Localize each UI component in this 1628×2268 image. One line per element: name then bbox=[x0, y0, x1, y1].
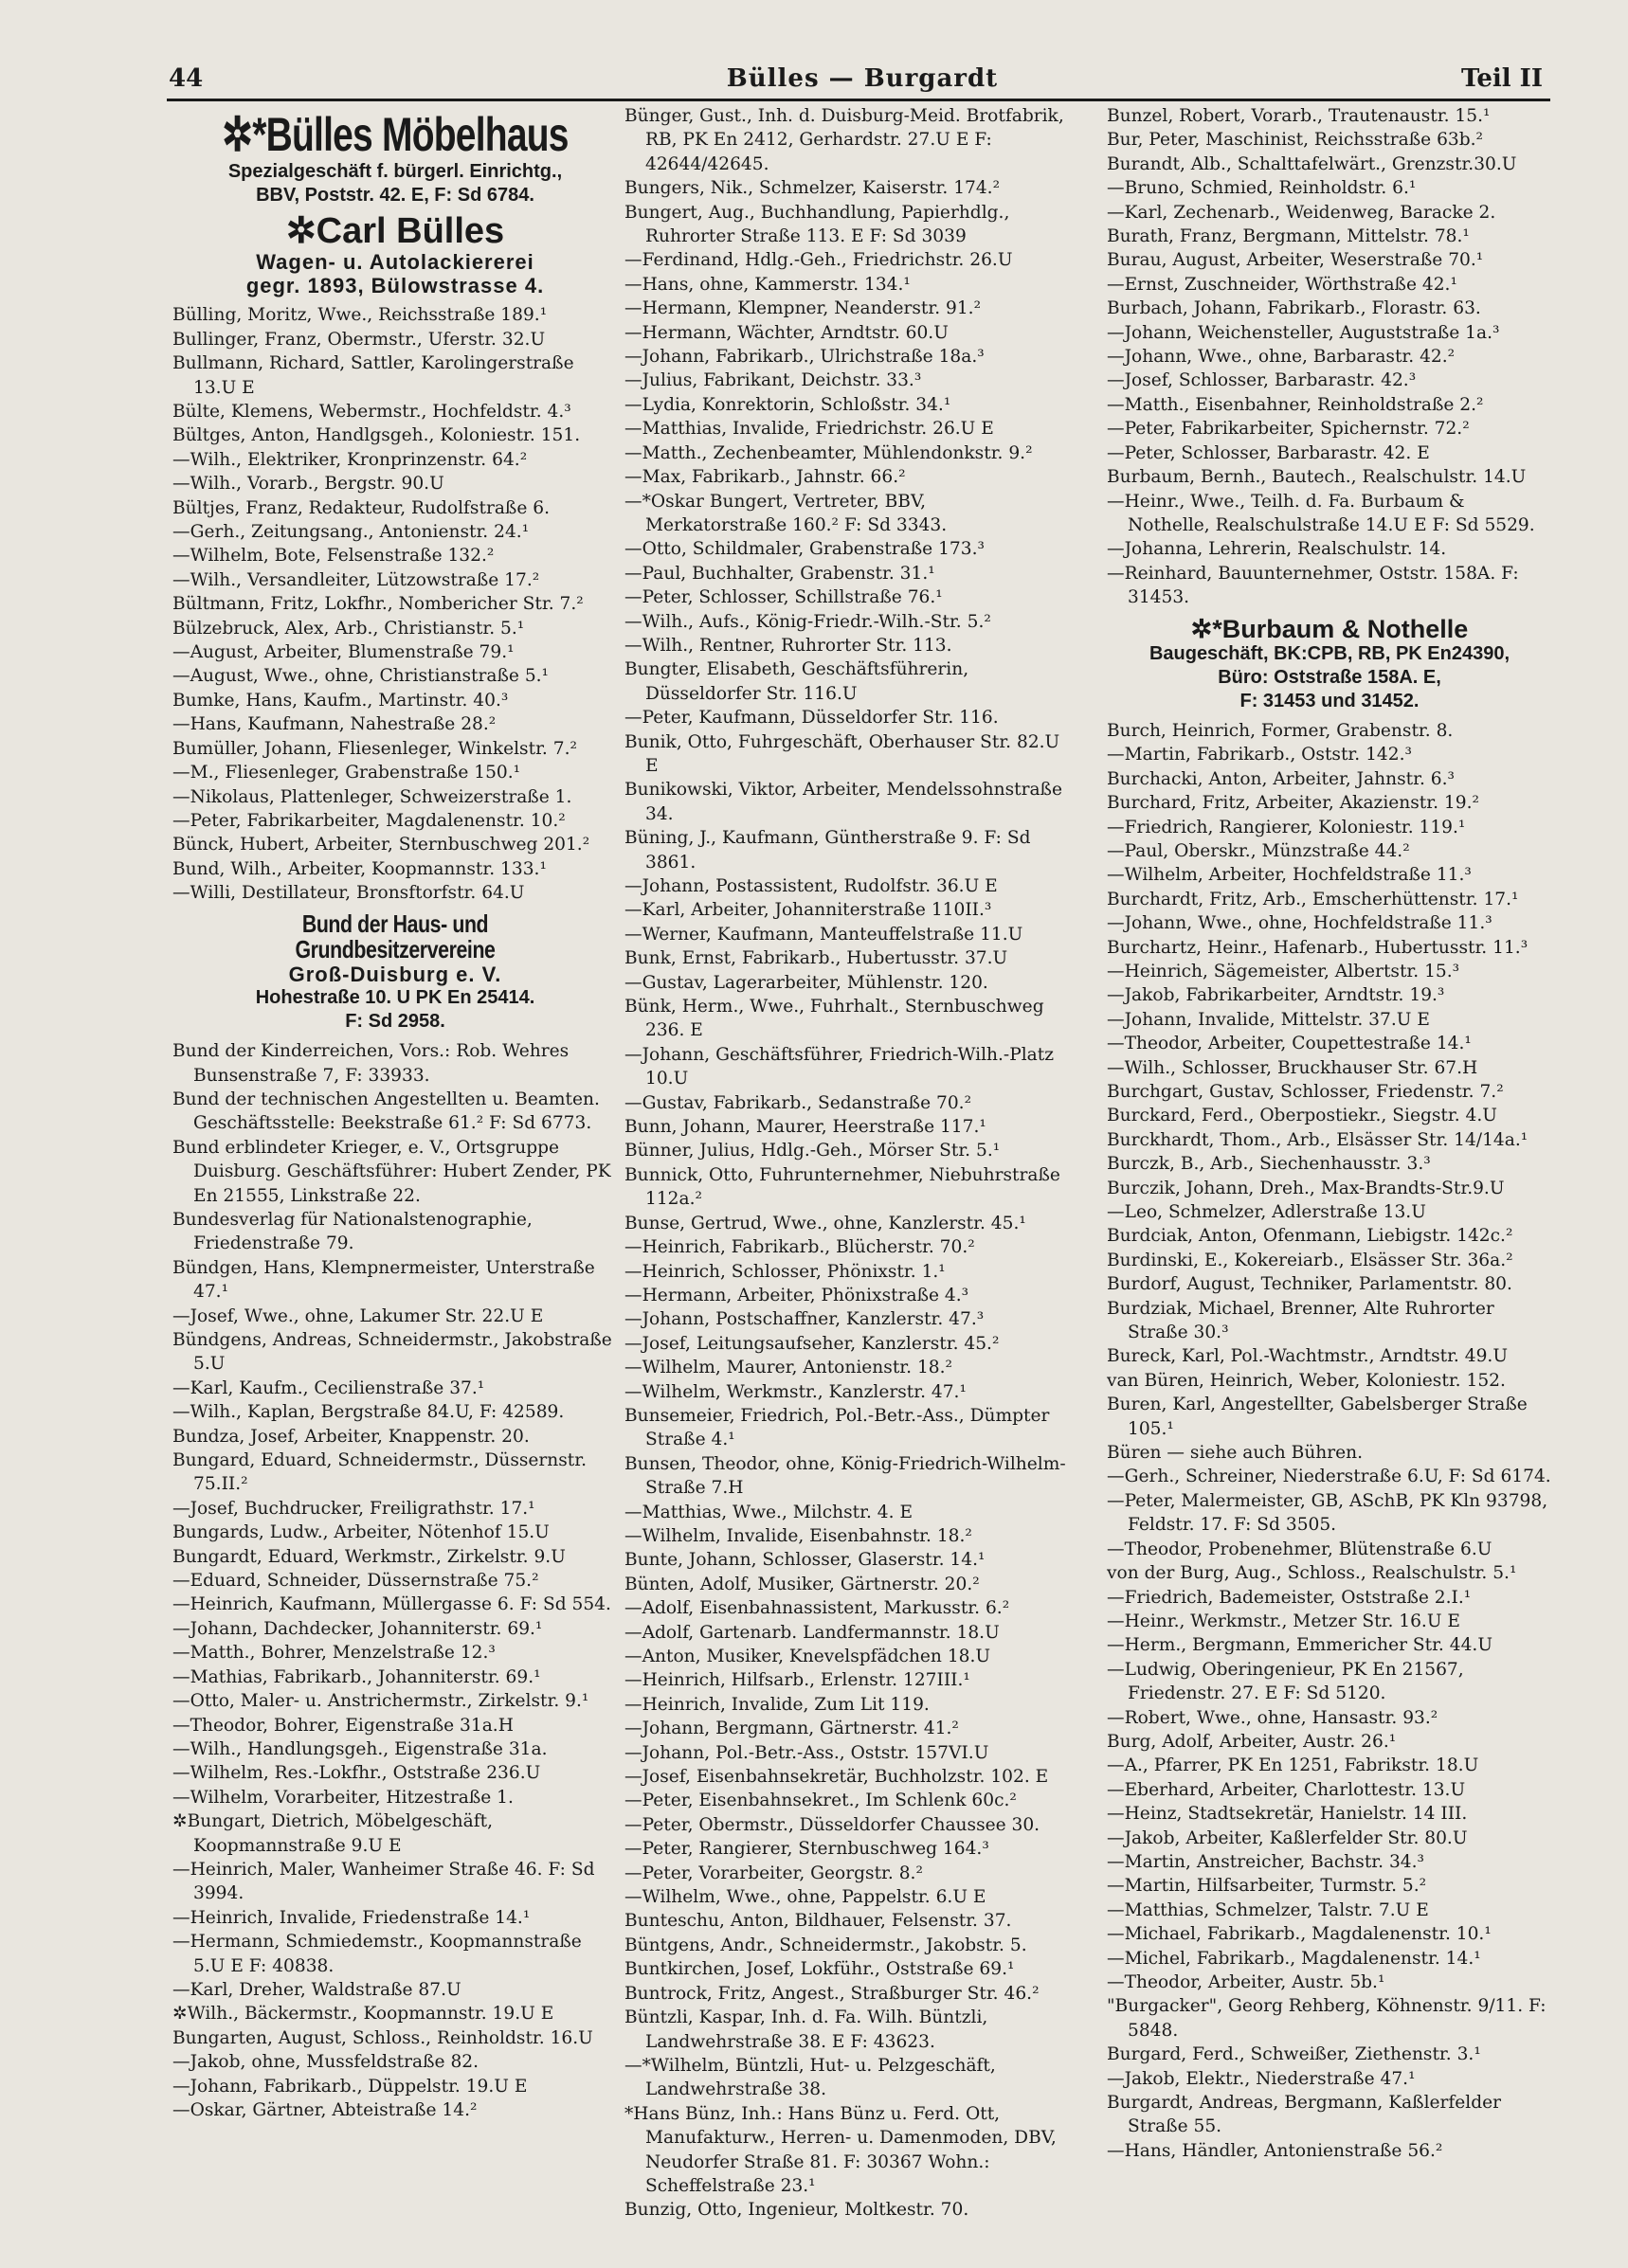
directory-entry: —Eduard, Schneider, Düssernstraße 75.² bbox=[172, 1571, 539, 1592]
directory-entry: Bünk, Herm., Wwe., Fuhrhalt., Sternbuschweg 236. E bbox=[624, 997, 1044, 1041]
directory-entry: ✲Bungart, Dietrich, Möbelgeschäft, Koopmannstraße 9.U E bbox=[172, 1811, 494, 1856]
directory-entry: —Ernst, Zuschneider, Wörthstraße 42.¹ bbox=[1107, 274, 1457, 295]
directory-entry: —Heinrich, Schlosser, Phönixstr. 1.¹ bbox=[624, 1261, 946, 1282]
directory-entry: Burchacki, Anton, Arbeiter, Jahnstr. 6.³ bbox=[1107, 768, 1455, 789]
directory-entry: Bündgen, Hans, Klempnermeister, Unterstraße 47.¹ bbox=[172, 1257, 595, 1303]
directory-entry: —Johann, Fabrikarb., Ulrichstraße 18a.³ bbox=[624, 347, 985, 368]
directory-entry: —Wilh., Elektriker, Kronprinzenstr. 64.² bbox=[172, 449, 528, 470]
ad-line: Hohestraße 10. U PK En 25414. bbox=[255, 987, 535, 1009]
directory-entry: Bunn, Johann, Maurer, Heerstraße 117.¹ bbox=[624, 1117, 986, 1138]
directory-entry: Burau, August, Arbeiter, Weserstraße 70.¹ bbox=[1107, 250, 1484, 271]
directory-entry: —Johann, Wwe., ohne, Hochfeldstraße 11.³ bbox=[1107, 913, 1492, 934]
directory-entry: —Wilhelm, Vorarbeiter, Hitzestraße 1. bbox=[172, 1787, 514, 1808]
directory-entry: —Otto, Maler- u. Anstrichermstr., Zirkelstr. 9.¹ bbox=[172, 1691, 589, 1712]
directory-entry: —Julius, Fabrikant, Deichstr. 33.³ bbox=[624, 370, 922, 391]
directory-entry: —Peter, Eisenbahnsekret., Im Schlenk 60c.² bbox=[624, 1791, 1017, 1811]
directory-entry: —Paul, Buchhalter, Grabenstr. 31.¹ bbox=[624, 563, 935, 584]
column-1 bbox=[172, 104, 618, 2122]
directory-entry: Bülte, Klemens, Webermstr., Hochfeldstr. 4.³ bbox=[172, 402, 571, 423]
directory-entry: —Lydia, Konrektorin, Schloßstr. 34.¹ bbox=[624, 394, 951, 415]
directory-entry: —Hermann, Klempner, Neanderstr. 91.² bbox=[624, 298, 982, 319]
directory-entry: —Johann, Weichensteller, Auguststraße 1a.³ bbox=[1107, 322, 1500, 343]
directory-entry: Burdinski, E., Kokereiarb., Elsässer Str. 36a.² bbox=[1107, 1250, 1513, 1270]
directory-entry: Bungard, Eduard, Schneidermstr., Düssernstr. 75.II.² bbox=[172, 1450, 588, 1495]
directory-entry: Bültjes, Franz, Redakteur, Rudolfstraße 6. bbox=[172, 497, 550, 518]
directory-entry: Bund der Kinderreichen, Vors.: Rob. Wehres Bunsenstraße 7, F: 33933. bbox=[172, 1041, 570, 1086]
directory-entry: Bullinger, Franz, Obermstr., Uferstr. 32.U bbox=[172, 329, 546, 350]
directory-entry: —Johann, Pol.-Betr.-Ass., Oststr. 157VI.U bbox=[624, 1742, 989, 1763]
directory-entry: —Eberhard, Arbeiter, Charlottestr. 13.U bbox=[1107, 1779, 1466, 1800]
directory-entry: —Johann, Postschaffner, Kanzlerstr. 47.³ bbox=[624, 1309, 985, 1330]
directory-entry: Bünger, Gust., Inh. d. Duisburg-Meid. Brotfabrik, RB, PK En 2412, Gerhardstr. 27.U E F: 42644/42645. bbox=[624, 106, 1064, 174]
ad-title: Bund der Haus- und Grundbesitzervereine bbox=[295, 909, 496, 963]
page-header bbox=[0, 61, 1628, 99]
ad-line: F: 31453 und 31452. bbox=[1239, 690, 1420, 711]
directory-entry: —Nikolaus, Plattenleger, Schweizerstraße 1. bbox=[172, 786, 572, 807]
directory-entry: —Johann, Fabrikarb., Düppelstr. 19.U E bbox=[172, 2076, 528, 2097]
directory-entry: —Karl, Zechenarb., Weidenweg, Baracke 2. bbox=[1107, 202, 1496, 223]
directory-entry: Büren — siehe auch Bühren. bbox=[1107, 1443, 1364, 1464]
page-number: 44 bbox=[169, 64, 204, 93]
ad-line: Groß-Duisburg e. V. bbox=[288, 963, 502, 987]
directory-entry: van Büren, Heinrich, Weber, Koloniestr. 152. bbox=[1107, 1370, 1506, 1391]
ad-title: ✲*Burbaum & Nothelle bbox=[1190, 614, 1469, 643]
directory-entry: —Matth., Bohrer, Menzelstraße 12.³ bbox=[172, 1643, 496, 1664]
directory-entry: Buntkirchen, Josef, Lokführ., Oststraße 69.¹ bbox=[624, 1959, 1015, 1980]
directory-entry: Burg, Adolf, Arbeiter, Austr. 26.¹ bbox=[1107, 1731, 1397, 1752]
directory-entry: —August, Arbeiter, Blumenstraße 79.¹ bbox=[172, 642, 515, 663]
ad-line: Baugeschäft, BK:CPB, RB, PK En24390, bbox=[1149, 642, 1510, 664]
directory-entry: Bungarten, August, Schloss., Reinholdstr. 16.U bbox=[172, 2027, 593, 2048]
directory-entry: Bünck, Hubert, Arbeiter, Sternbuschweg 201.² bbox=[172, 835, 590, 855]
directory-entry: Burchardt, Fritz, Arb., Emscherhüttenstr. 17.¹ bbox=[1107, 889, 1519, 909]
directory-entry: —Theodor, Arbeiter, Coupettestraße 14.¹ bbox=[1107, 1034, 1472, 1054]
directory-entry: Bunzel, Robert, Vorarb., Trautenaustr. 15.¹ bbox=[1107, 106, 1491, 126]
directory-entry: Burbaum, Bernh., Bautech., Realschulstr. 14.U bbox=[1107, 467, 1527, 488]
directory-entry: Büntzli, Kaspar, Inh. d. Fa. Wilh. Büntzli, Landwehrstraße 38. E F: 43623. bbox=[624, 2007, 988, 2052]
directory-entry: Bunsemeier, Friedrich, Pol.-Betr.-Ass., Dümpter Straße 4.¹ bbox=[624, 1405, 1050, 1450]
directory-entry: —Peter, Fabrikarbeiter, Spichernstr. 72.² bbox=[1107, 419, 1470, 440]
directory-entry: Burckard, Ferd., Oberpostiekr., Siegstr. 4.U bbox=[1107, 1106, 1497, 1126]
directory-entry: Bunsen, Theodor, ohne, König-Friedrich-Wilhelm-Straße 7.H bbox=[624, 1453, 1066, 1499]
directory-entry: —Johann, Invalide, Mittelstr. 37.U E bbox=[1107, 1009, 1430, 1030]
directory-entry: Bumüller, Johann, Fliesenleger, Winkelstr. 7.² bbox=[172, 738, 577, 759]
directory-entry: *Hans Bünz, Inh.: Hans Bünz u. Ferd. Ott, Manufakturw., Herren- u. Damenmoden, DBV, Neudorfer Straße 81. F: 30367 Wohn.: Scheffelstraße 23.¹ bbox=[624, 2103, 1057, 2196]
directory-entry: —Josef, Wwe., ohne, Lakumer Str. 22.U E bbox=[172, 1305, 544, 1326]
directory-entry: —Jakob, Elektr., Niederstraße 47.¹ bbox=[1107, 2068, 1416, 2089]
directory-entry: Büning, J., Kaufmann, Güntherstraße 9. F: Sd 3861. bbox=[624, 828, 1031, 873]
ad-line: gegr. 1893, Bülowstrasse 4. bbox=[245, 274, 545, 298]
directory-entry: Bundesverlag für Nationalstenographie, Friedenstraße 79. bbox=[172, 1209, 533, 1254]
directory-entry: —Karl, Arbeiter, Johanniterstraße 110II.³ bbox=[624, 900, 992, 921]
directory-entry: Burgard, Ferd., Schweißer, Ziethenstr. 3.¹ bbox=[1107, 2044, 1481, 2065]
directory-entry: —Herm., Bergmann, Emmericher Str. 44.U bbox=[1107, 1635, 1492, 1656]
directory-entry: —Bruno, Schmied, Reinholdstr. 6.¹ bbox=[1107, 178, 1417, 199]
directory-entry: —Friedrich, Bademeister, Oststraße 2.I.¹ bbox=[1107, 1587, 1472, 1608]
directory-entry: Bunteschu, Anton, Bildhauer, Felsenstr. 37. bbox=[624, 1911, 1012, 1932]
part-label: Teil II bbox=[1460, 64, 1543, 93]
directory-entry: —Theodor, Arbeiter, Austr. 5b.¹ bbox=[1107, 1972, 1385, 1992]
directory-entry: Bunnick, Otto, Fuhrunternehmer, Niebuhrstraße 112a.² bbox=[624, 1164, 1060, 1210]
directory-entry: —Werner, Kaufmann, Manteuffelstraße 11.U bbox=[624, 924, 1023, 945]
ad-title: ✲*Bülles Möbelhaus bbox=[222, 108, 569, 161]
directory-entry: —Peter, Schlosser, Schillstraße 76.¹ bbox=[624, 587, 943, 608]
directory-entry: —Heinrich, Hilfsarb., Erlenstr. 127III.¹ bbox=[624, 1670, 970, 1691]
directory-entry: —M., Fliesenleger, Grabenstraße 150.¹ bbox=[172, 763, 521, 783]
directory-entry: —Wilhelm, Wwe., ohne, Pappelstr. 6.U E bbox=[624, 1887, 986, 1908]
directory-entry: —Peter, Malermeister, GB, ASchB, PK Kln 93798, Feldstr. 17. F: Sd 3505. bbox=[1107, 1490, 1548, 1536]
directory-entry: —Wilhelm, Maurer, Antonienstr. 18.² bbox=[624, 1358, 952, 1378]
directory-entry: Burch, Heinrich, Former, Grabenstr. 8. bbox=[1107, 720, 1454, 741]
directory-entry: Burdciak, Anton, Ofenmann, Liebigstr. 142c.² bbox=[1107, 1226, 1513, 1247]
directory-entry: —Peter, Rangierer, Sternbuschweg 164.³ bbox=[624, 1839, 989, 1860]
directory-entry: —Matthias, Wwe., Milchstr. 4. E bbox=[624, 1502, 913, 1522]
ad-bund-haus-grundbesitzer bbox=[172, 911, 618, 1035]
column-3 bbox=[1107, 104, 1552, 2163]
directory-entry: Bungter, Elisabeth, Geschäftsführerin, Düsseldorfer Str. 116.U bbox=[624, 659, 969, 704]
ad-title: ✲Carl Bülles bbox=[285, 210, 505, 251]
directory-entry: Büntgens, Andr., Schneidermstr., Jakobstr. 5. bbox=[624, 1935, 1027, 1955]
directory-entry: —Otto, Schildmaler, Grabenstraße 173.³ bbox=[624, 539, 985, 560]
directory-entry: Bünten, Adolf, Musiker, Gärtnerstr. 20.² bbox=[624, 1574, 980, 1594]
directory-entry: —Heinrich, Invalide, Friedenstraße 14.¹ bbox=[172, 1907, 531, 1928]
directory-entry: —Oskar, Gärtner, Abteistraße 14.² bbox=[172, 2100, 478, 2121]
directory-entry: Bund, Wilh., Arbeiter, Koopmannstr. 133.¹ bbox=[172, 858, 547, 879]
directory-entry: —Johann, Geschäftsführer, Friedrich-Wilh.-Platz 10.U bbox=[624, 1044, 1055, 1089]
directory-entry: Bündgens, Andreas, Schneidermstr., Jakobstraße 5.U bbox=[172, 1330, 612, 1375]
directory-entry: —Wilhelm, Werkmstr., Kanzlerstr. 47.¹ bbox=[624, 1381, 967, 1402]
entry-list bbox=[1107, 719, 1552, 2163]
directory-entry: —Gerh., Schreiner, Niederstraße 6.U, F: Sd 6174. bbox=[1107, 1467, 1551, 1487]
entry-list bbox=[1107, 104, 1552, 610]
directory-entry: Bungert, Aug., Buchhandlung, Papierhdlg., Ruhrorter Straße 113. E F: Sd 3039 bbox=[624, 202, 1010, 247]
directory-entry: Burckhardt, Thom., Arb., Elsässer Str. 14/14a.¹ bbox=[1107, 1129, 1529, 1150]
entry-list bbox=[172, 1039, 618, 2122]
directory-entry: Bund der technischen Angestellten u. Beamten. Geschäftsstelle: Beekstraße 61.² F: Sd 6773. bbox=[172, 1089, 600, 1134]
directory-entry: —Gerh., Zeitungsang., Antonienstr. 24.¹ bbox=[172, 522, 530, 543]
directory-entry: Bund erblindeter Krieger, e. V., Ortsgruppe Duisburg. Geschäftsführer: Hubert Zender, PK En 21555, Linkstraße 22. bbox=[172, 1137, 611, 1206]
directory-entry: —Wilh., Aufs., König-Friedr.-Wilh.-Str. 5.² bbox=[624, 611, 991, 632]
directory-entry: —Martin, Anstreicher, Bachstr. 34.³ bbox=[1107, 1851, 1424, 1872]
directory-entry: —Karl, Kaufm., Cecilienstraße 37.¹ bbox=[172, 1377, 485, 1398]
column-2 bbox=[624, 104, 1070, 2223]
directory-entry: —Ferdinand, Hdlg.-Geh., Friedrichstr. 26.U bbox=[624, 250, 1013, 271]
ad-line: Wagen- u. Autolackiererei bbox=[256, 250, 534, 275]
directory-entry: —Michel, Fabrikarb., Magdalenenstr. 14.¹ bbox=[1107, 1948, 1481, 1969]
directory-entry: —Josef, Eisenbahnsekretär, Buchholzstr. 102. E bbox=[624, 1767, 1049, 1788]
directory-entry: —Wilh., Handlungsgeh., Eigenstraße 31a. bbox=[172, 1738, 548, 1759]
ad-burbaum-nothelle bbox=[1107, 616, 1552, 713]
directory-entry: —Wilhelm, Invalide, Eisenbahnstr. 18.² bbox=[624, 1525, 972, 1546]
directory-entry: —Johann, Bergmann, Gärtnerstr. 41.² bbox=[624, 1719, 959, 1739]
directory-entry: Buntrock, Fritz, Angest., Straßburger Str. 46.² bbox=[624, 1983, 1040, 2004]
directory-entry: —Heinrich, Fabrikarb., Blücherstr. 70.² bbox=[624, 1237, 975, 1258]
directory-entry: —Paul, Oberskr., Münzstraße 44.² bbox=[1107, 840, 1410, 861]
directory-entry: Burath, Franz, Bergmann, Mittelstr. 78.¹ bbox=[1107, 226, 1470, 247]
directory-entry: Bunzig, Otto, Ingenieur, Moltkestr. 70. bbox=[624, 2200, 969, 2221]
directory-entry: —Heinrich, Invalide, Zum Lit 119. bbox=[624, 1694, 930, 1715]
directory-entry: Bur, Peter, Maschinist, Reichsstraße 63b.² bbox=[1107, 130, 1484, 151]
directory-entry: —Theodor, Probenehmer, Blütenstraße 6.U bbox=[1107, 1539, 1492, 1559]
directory-entry: —Robert, Wwe., ohne, Hansastr. 93.² bbox=[1107, 1707, 1438, 1728]
directory-entry: Burczk, B., Arb., Siechenhausstr. 3.³ bbox=[1107, 1154, 1431, 1175]
directory-entry: —Heinrich, Sägemeister, Albertstr. 15.³ bbox=[1107, 961, 1460, 981]
directory-entry: Burandt, Alb., Schalttafelwärt., Grenzstr.30.U bbox=[1107, 153, 1517, 174]
directory-entry: —Wilhelm, Bote, Felsenstraße 132.² bbox=[172, 546, 495, 567]
ad-buelles-moebelhaus bbox=[172, 110, 618, 207]
directory-entry: —Ludwig, Oberingenieur, PK En 21567, Friedenstr. 27. E F: Sd 5120. bbox=[1107, 1659, 1464, 1704]
directory-entry: —Karl, Dreher, Waldstraße 87.U bbox=[172, 1979, 461, 2000]
directory-entry: Burdziak, Michael, Brenner, Alte Ruhrorter Straße 30.³ bbox=[1107, 1298, 1494, 1343]
directory-entry: —Michael, Fabrikarb., Magdalenenstr. 10.¹ bbox=[1107, 1924, 1492, 1945]
directory-entry: —Martin, Fabrikarb., Oststr. 142.³ bbox=[1107, 745, 1412, 765]
directory-entry: —Peter, Schlosser, Barbarastr. 42. E bbox=[1107, 442, 1430, 463]
directory-entry: —Anton, Musiker, Knevelspfädchen 18.U bbox=[624, 1647, 991, 1666]
directory-entry: —Johanna, Lehrerin, Realschulstr. 14. bbox=[1107, 539, 1447, 560]
entry-list bbox=[624, 104, 1070, 2223]
directory-entry: Bungards, Ludw., Arbeiter, Nötenhof 15.U bbox=[172, 1522, 550, 1543]
directory-entry: Bunikowski, Viktor, Arbeiter, Mendelssohnstraße 34. bbox=[624, 780, 1062, 824]
directory-entry: Bültmann, Fritz, Lokfhr., Nombericher Str. 7.² bbox=[172, 594, 584, 615]
directory-entry: ✲Wilh., Bäckermstr., Koopmannstr. 19.U E bbox=[172, 2004, 554, 2025]
header-rule bbox=[167, 99, 1550, 101]
directory-entry: Burdorf, August, Techniker, Parlamentstr. 80. bbox=[1107, 1274, 1512, 1295]
directory-entry: —A., Pfarrer, PK En 1251, Fabrikstr. 18.U bbox=[1107, 1755, 1479, 1776]
directory-entry: Bültges, Anton, Handlgsgeh., Koloniestr. 151. bbox=[172, 425, 581, 446]
directory-entry: —Hans, Kaufmann, Nahestraße 28.² bbox=[172, 714, 497, 735]
directory-entry: —Hermann, Arbeiter, Phönixstraße 4.³ bbox=[624, 1285, 969, 1305]
directory-entry: Bundza, Josef, Arbeiter, Knappenstr. 20. bbox=[172, 1426, 530, 1447]
directory-entry: —*Wilhelm, Büntzli, Hut- u. Pelzgeschäft, Landwehrstraße 38. bbox=[624, 2055, 996, 2100]
directory-entry: Buren, Karl, Angestellter, Gabelsberger Straße 105.¹ bbox=[1107, 1395, 1528, 1439]
directory-entry: —Wilh., Kaplan, Bergstraße 84.U, F: 42589. bbox=[172, 1402, 565, 1423]
directory-entry: Bureck, Karl, Pol.-Wachtmstr., Arndtstr. 49.U bbox=[1107, 1346, 1508, 1367]
directory-entry: Burgardt, Andreas, Bergmann, Kaßlerfelder Straße 55. bbox=[1107, 2093, 1502, 2137]
directory-entry: Bungardt, Eduard, Werkmstr., Zirkelstr. 9.U bbox=[172, 1546, 566, 1567]
directory-entry: "Burgacker", Georg Rehberg, Köhnenstr. 9/11. F: 5848. bbox=[1107, 1996, 1547, 2041]
ad-line: F: Sd 2958. bbox=[345, 1011, 445, 1033]
directory-entry: —Jakob, Fabrikarbeiter, Arndtstr. 19.³ bbox=[1107, 985, 1445, 1006]
directory-entry: —Wilhelm, Res.-Lokfhr., Oststraße 236.U bbox=[172, 1763, 541, 1784]
directory-entry: —Mathias, Fabrikarb., Johanniterstr. 69.¹ bbox=[172, 1666, 541, 1687]
directory-entry: —Wilh., Vorarb., Bergstr. 90.U bbox=[172, 474, 444, 495]
directory-entry: von der Burg, Aug., Schloss., Realschulstr. 5.¹ bbox=[1107, 1563, 1517, 1584]
directory-entry: —Friedrich, Rangierer, Koloniestr. 119.¹ bbox=[1107, 817, 1466, 837]
entry-list bbox=[172, 303, 618, 905]
directory-entry: Bunte, Johann, Schlosser, Glaserstr. 14.¹ bbox=[624, 1550, 986, 1571]
directory-entry: —Hermann, Schmiedemstr., Koopmannstraße 5.U E F: 40838. bbox=[172, 1932, 582, 1976]
directory-entry: —Josef, Buchdrucker, Freiligrathstr. 17.¹ bbox=[172, 1498, 535, 1519]
ad-carl-buelles bbox=[172, 210, 618, 298]
directory-entry: —Willi, Destillateur, Bronsftorfstr. 64.U bbox=[172, 883, 525, 904]
directory-entry: —Martin, Hilfsarbeiter, Turmstr. 5.² bbox=[1107, 1876, 1427, 1897]
directory-entry: —Adolf, Gartenarb. Landfermannstr. 18.U bbox=[624, 1622, 1000, 1643]
directory-entry: —Heinrich, Maler, Wanheimer Straße 46. F: Sd 3994. bbox=[172, 1859, 595, 1904]
directory-entry: —Gustav, Fabrikarb., Sedanstraße 70.² bbox=[624, 1092, 972, 1113]
directory-entry: Bunse, Gertrud, Wwe., ohne, Kanzlerstr. 45.¹ bbox=[624, 1213, 1026, 1233]
directory-entry: Burbach, Johann, Fabrikarb., Florastr. 63. bbox=[1107, 298, 1481, 319]
directory-entry: —Josef, Leitungsaufseher, Kanzlerstr. 45.² bbox=[624, 1333, 1000, 1354]
directory-entry: Bullmann, Richard, Sattler, Karolingerstraße 13.U E bbox=[172, 353, 574, 398]
directory-entry: Bülzebruck, Alex, Arb., Christianstr. 5.¹ bbox=[172, 618, 525, 639]
directory-entry: —Matth., Zechenbeamter, Mühlendonkstr. 9.² bbox=[624, 442, 1033, 463]
directory-entry: —Heinz, Stadtsekretär, Hanielstr. 14 III. bbox=[1107, 1804, 1468, 1825]
directory-entry: —Johann, Dachdecker, Johanniterstr. 69.¹ bbox=[172, 1618, 543, 1639]
directory-entry: —Theodor, Bohrer, Eigenstraße 31a.H bbox=[172, 1715, 514, 1736]
directory-entry: Bülling, Moritz, Wwe., Reichsstraße 189.¹ bbox=[172, 305, 548, 326]
ad-line: BBV, Poststr. 42. E, F: Sd 6784. bbox=[256, 184, 534, 206]
directory-entry: —Matthias, Schmelzer, Talstr. 7.U E bbox=[1107, 1899, 1429, 1920]
directory-entry: —Peter, Obermstr., Düsseldorfer Chaussee 30. bbox=[624, 1814, 1040, 1835]
directory-entry: —Johann, Postassistent, Rudolfstr. 36.U E bbox=[624, 876, 998, 896]
directory-entry: —Josef, Schlosser, Barbarastr. 42.³ bbox=[1107, 370, 1417, 391]
ad-line: Spezialgeschäft f. bürgerl. Einrichtg., bbox=[227, 160, 563, 182]
directory-entry: —Matthias, Invalide, Friedrichstr. 26.U E bbox=[624, 419, 994, 440]
directory-entry: —Reinhard, Bauunternehmer, Oststr. 158A. F: 31453. bbox=[1107, 563, 1519, 608]
directory-entry: Bungers, Nik., Schmelzer, Kaiserstr. 174.² bbox=[624, 178, 1001, 199]
directory-entry: Burchgart, Gustav, Schlosser, Friedenstr. 7.² bbox=[1107, 1081, 1504, 1102]
directory-entry: —Matth., Eisenbahner, Reinholdstraße 2.² bbox=[1107, 394, 1484, 415]
directory-entry: —Wilh., Versandleiter, Lützowstraße 17.² bbox=[172, 569, 540, 590]
directory-entry: —Jakob, ohne, Mussfeldstraße 82. bbox=[172, 2052, 479, 2073]
directory-entry: —Gustav, Lagerarbeiter, Mühlenstr. 120. bbox=[624, 972, 988, 993]
ad-line: Büro: Oststraße 158A. E, bbox=[1218, 666, 1441, 688]
directory-entry: —Wilhelm, Arbeiter, Hochfeldstraße 11.³ bbox=[1107, 865, 1472, 886]
directory-entry: Bünner, Julius, Hdlg.-Geh., Mörser Str. 5.¹ bbox=[624, 1141, 1001, 1161]
directory-entry: Bumke, Hans, Kaufm., Martinstr. 40.³ bbox=[172, 690, 509, 711]
directory-entry: Bunik, Otto, Fuhrgeschäft, Oberhauser Str. 82.U E bbox=[624, 731, 1060, 776]
directory-entry: Burchartz, Heinr., Hafenarb., Hubertusstr. 11.³ bbox=[1107, 937, 1529, 958]
directory-entry: —Jakob, Arbeiter, Kaßlerfelder Str. 80.U bbox=[1107, 1827, 1468, 1848]
directory-entry: —*Oskar Bungert, Vertreter, BBV, Merkatorstraße 160.² F: Sd 3343. bbox=[624, 491, 948, 535]
directory-entry: —Wilh., Schlosser, Bruckhauser Str. 67.H bbox=[1107, 1057, 1478, 1078]
directory-entry: Burczik, Johann, Dreh., Max-Brandts-Str.9.U bbox=[1107, 1178, 1505, 1198]
directory-entry: —Adolf, Eisenbahnassistent, Markusstr. 6.² bbox=[624, 1598, 1010, 1619]
directory-entry: —Leo, Schmelzer, Adlerstraße 13.U bbox=[1107, 1202, 1426, 1222]
running-title: Bülles — Burgardt bbox=[726, 64, 999, 93]
directory-entry: —Peter, Kaufmann, Düsseldorfer Str. 116. bbox=[624, 708, 999, 729]
directory-entry: —Peter, Fabrikarbeiter, Magdalenenstr. 10.² bbox=[172, 810, 566, 831]
directory-entry: —Johann, Wwe., ohne, Barbarastr. 42.² bbox=[1107, 347, 1456, 368]
directory-entry: —Max, Fabrikarb., Jahnstr. 66.² bbox=[624, 467, 906, 488]
directory-entry: Bunk, Ernst, Fabrikarb., Hubertusstr. 37.U bbox=[624, 948, 1008, 969]
directory-entry: —Hans, Händler, Antonienstraße 56.² bbox=[1107, 2140, 1443, 2161]
directory-entry: —August, Wwe., ohne, Christianstraße 5.¹ bbox=[172, 666, 550, 687]
directory-entry: Burchard, Fritz, Arbeiter, Akazienstr. 19.² bbox=[1107, 793, 1479, 814]
directory-entry: —Peter, Vorarbeiter, Georgstr. 8.² bbox=[624, 1863, 923, 1883]
directory-entry: —Wilh., Rentner, Ruhrorter Str. 113. bbox=[624, 635, 952, 656]
directory-entry: —Heinr., Werkmstr., Metzer Str. 16.U E bbox=[1107, 1611, 1460, 1631]
directory-entry: —Heinr., Wwe., Teilh. d. Fa. Burbaum & Nothelle, Realschulstraße 14.U E F: Sd 5529. bbox=[1107, 491, 1535, 535]
directory-entry: —Hermann, Wächter, Arndtstr. 60.U bbox=[624, 322, 949, 343]
directory-entry: —Hans, ohne, Kammerstr. 134.¹ bbox=[624, 274, 911, 295]
directory-entry: —Heinrich, Kaufmann, Müllergasse 6. F: Sd 554. bbox=[172, 1594, 611, 1615]
